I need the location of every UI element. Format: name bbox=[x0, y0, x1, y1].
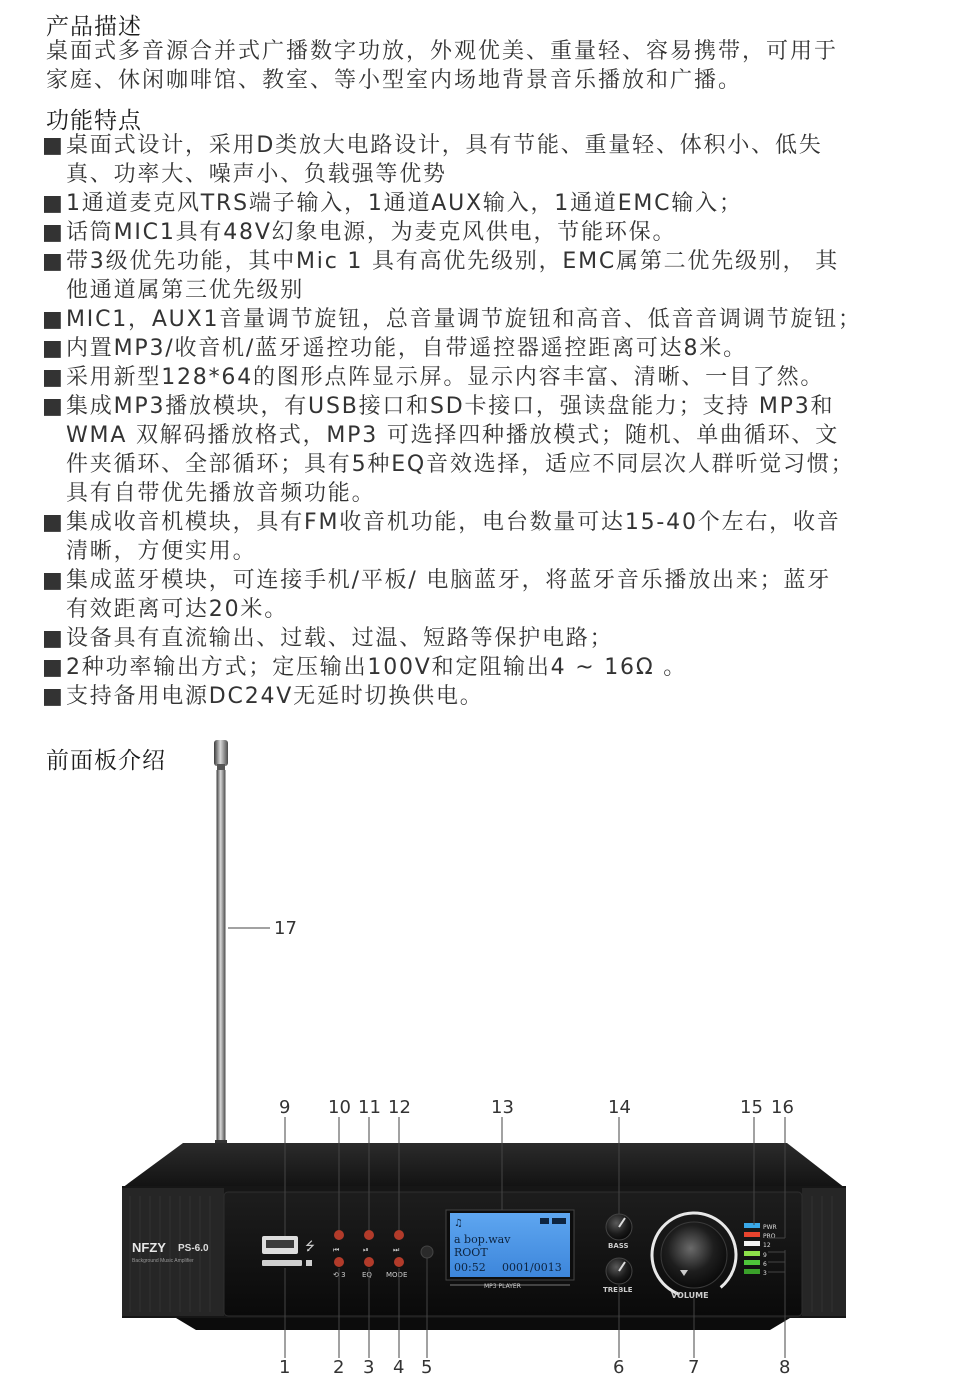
mode-label: MODE bbox=[386, 1271, 408, 1279]
led-9 bbox=[744, 1251, 760, 1256]
led-pwr bbox=[744, 1223, 760, 1228]
feature-text-line: 采用新型128*64的图形点阵显示屏。显示内容丰富、清晰、一目了然。 bbox=[66, 365, 825, 390]
callout-15: 15 bbox=[740, 1097, 763, 1118]
lcd-track-count: 0001/0013 bbox=[502, 1261, 562, 1274]
bullet-icon: ■ bbox=[42, 655, 65, 680]
led-pro bbox=[744, 1232, 760, 1237]
callout-17: 17 bbox=[274, 918, 297, 939]
section-title-features: 功能特点 bbox=[46, 108, 142, 134]
feature-text-line: 具有自带优先播放音频功能。 bbox=[66, 481, 376, 506]
led-label: 12 bbox=[763, 1242, 771, 1249]
callout-3: 3 bbox=[363, 1357, 375, 1378]
bullet-icon: ■ bbox=[42, 568, 65, 593]
eq-label: EQ bbox=[362, 1271, 372, 1279]
callout-2: 2 bbox=[333, 1357, 345, 1378]
lcd-time: 00:52 bbox=[454, 1261, 486, 1274]
feature-text-line: 带3级优先功能，其中Mic 1 具有高优先级别，EMC属第二优先级别， 其 bbox=[66, 249, 840, 274]
feature-text-line: 支持备用电源DC24V无延时切换供电。 bbox=[66, 684, 484, 709]
button-repeat[interactable] bbox=[334, 1257, 344, 1267]
bullet-icon: ■ bbox=[42, 191, 65, 216]
callout-10: 10 bbox=[328, 1097, 351, 1118]
callout-9: 9 bbox=[279, 1097, 291, 1118]
led-label: PRO bbox=[763, 1233, 776, 1240]
section-title-front-panel: 前面板介绍 bbox=[46, 748, 166, 774]
bullet-icon: ■ bbox=[42, 220, 65, 245]
model-label: PS-6.0 bbox=[178, 1243, 209, 1254]
sd-card-slot[interactable] bbox=[262, 1260, 302, 1266]
feature-text-line: 内置MP3/收音机/蓝牙遥控功能，自带遥控器遥控距离可达8米。 bbox=[66, 336, 747, 361]
feature-text-line: 真、功率大、噪声小、负载强等优势 bbox=[66, 162, 447, 187]
usb-port[interactable] bbox=[262, 1236, 298, 1254]
callout-7: 7 bbox=[688, 1357, 700, 1378]
feature-text-line: 有效距离可达20米。 bbox=[66, 597, 288, 622]
bullet-icon: ■ bbox=[42, 510, 65, 535]
lcd-caption: MP3 PLAYER bbox=[484, 1283, 521, 1290]
led-label: PWR bbox=[763, 1224, 777, 1231]
feature-text-line: 清晰，方便实用。 bbox=[66, 539, 257, 564]
callout-6: 6 bbox=[613, 1357, 625, 1378]
svg-text:⏯: ⏯ bbox=[363, 1246, 369, 1254]
feature-text-line: MIC1，AUX1音量调节旋钮，总音量调节旋钮和高音、低音音调调节旋钮； bbox=[66, 307, 862, 332]
bullet-icon: ■ bbox=[42, 133, 65, 158]
feature-text-line: 集成MP3播放模块，有USB接口和SD卡接口，强读盘能力；支持 MP3和 bbox=[66, 394, 835, 419]
feature-text-line: 设备具有直流输出、过载、过温、短路等保护电路； bbox=[66, 626, 614, 651]
feature-text-line: 1通道麦克风TRS端子输入，1通道AUX输入，1通道EMC输入； bbox=[66, 191, 743, 216]
lcd-battery-icon bbox=[552, 1218, 566, 1224]
callout-8: 8 bbox=[779, 1357, 791, 1378]
led-12 bbox=[744, 1241, 760, 1246]
bullet-icon: ■ bbox=[42, 684, 65, 709]
sd-icon bbox=[306, 1260, 312, 1266]
antenna bbox=[214, 740, 228, 1152]
callout-11: 11 bbox=[358, 1097, 381, 1118]
feature-text-line: 桌面式设计，采用D类放大电路设计，具有节能、重量轻、体积小、低失 bbox=[66, 133, 823, 158]
led-3 bbox=[744, 1269, 760, 1274]
lcd-note-icon: ♫ bbox=[454, 1218, 463, 1229]
usb-icon: ⭍ bbox=[305, 1239, 315, 1253]
bullet-icon: ■ bbox=[42, 626, 65, 651]
treble-label: TREBLE bbox=[603, 1286, 633, 1294]
bass-knob[interactable] bbox=[606, 1214, 632, 1240]
feature-text-line: 2种功率输出方式；定压输出100V和定阻输出4 ~ 16Ω 。 bbox=[66, 655, 688, 680]
feature-text-line: 他通道属第三优先级别 bbox=[66, 278, 305, 303]
svg-text:⏮: ⏮ bbox=[333, 1246, 340, 1254]
brand-logo: NFZY bbox=[132, 1240, 166, 1255]
bullet-icon: ■ bbox=[42, 307, 65, 332]
bullet-icon: ■ bbox=[42, 365, 65, 390]
button-mode[interactable] bbox=[394, 1257, 404, 1267]
callout-14: 14 bbox=[608, 1097, 631, 1118]
feature-text-line: WMA 双解码播放格式，MP3 可选择四种播放模式；随机、单曲循环、文 bbox=[66, 423, 840, 448]
section-title-description: 产品描述 bbox=[46, 14, 142, 40]
callout-5: 5 bbox=[421, 1357, 433, 1378]
callout-16: 16 bbox=[771, 1097, 794, 1118]
callout-12: 12 bbox=[388, 1097, 411, 1118]
bullet-icon: ■ bbox=[42, 336, 65, 361]
led-6 bbox=[744, 1260, 760, 1265]
bass-label: BASS bbox=[608, 1242, 629, 1250]
callout-4: 4 bbox=[393, 1357, 405, 1378]
lcd-display bbox=[446, 1210, 574, 1280]
svg-text:⏭: ⏭ bbox=[393, 1246, 400, 1254]
lcd-track-name: a bop.wav bbox=[454, 1233, 511, 1246]
feature-text-line: 件夹循环、全部循环；具有5种EQ音效选择，适应不同层次人群听觉习惯； bbox=[66, 452, 855, 477]
lcd-folder: ROOT bbox=[454, 1246, 488, 1259]
callout-1: 1 bbox=[279, 1357, 291, 1378]
led-label: 3 bbox=[763, 1270, 767, 1277]
feature-text-line: 集成收音机模块，具有FM收音机功能，电台数量可达15-40个左右，收音 bbox=[66, 510, 841, 535]
description-line: 桌面式多音源合并式广播数字功放，外观优美、重量轻、容易携带，可用于 bbox=[46, 39, 839, 64]
repeat-label: ⟲ 3 bbox=[333, 1271, 346, 1279]
callout-13: 13 bbox=[491, 1097, 514, 1118]
bullet-icon: ■ bbox=[42, 249, 65, 274]
feature-text-line: 话筒MIC1具有48V幻象电源，为麦克风供电，节能环保。 bbox=[66, 220, 677, 245]
feature-text-line: 集成蓝牙模块，可连接手机/平板/ 电脑蓝牙，将蓝牙音乐播放出来；蓝牙 bbox=[66, 568, 832, 593]
led-label: 6 bbox=[763, 1261, 767, 1268]
treble-knob[interactable] bbox=[606, 1258, 632, 1284]
brand-subtitle: Background Music Amplifier bbox=[132, 1258, 194, 1264]
button-eq[interactable] bbox=[364, 1257, 374, 1267]
description-line: 家庭、休闲咖啡馆、教室、等小型室内场地背景音乐播放和广播。 bbox=[46, 68, 743, 93]
lcd-folder-icon bbox=[540, 1218, 549, 1224]
volume-label: VOLUME bbox=[671, 1291, 709, 1300]
led-label: 9 bbox=[763, 1252, 767, 1259]
bullet-icon: ■ bbox=[42, 394, 65, 419]
ir-receiver bbox=[421, 1246, 433, 1258]
